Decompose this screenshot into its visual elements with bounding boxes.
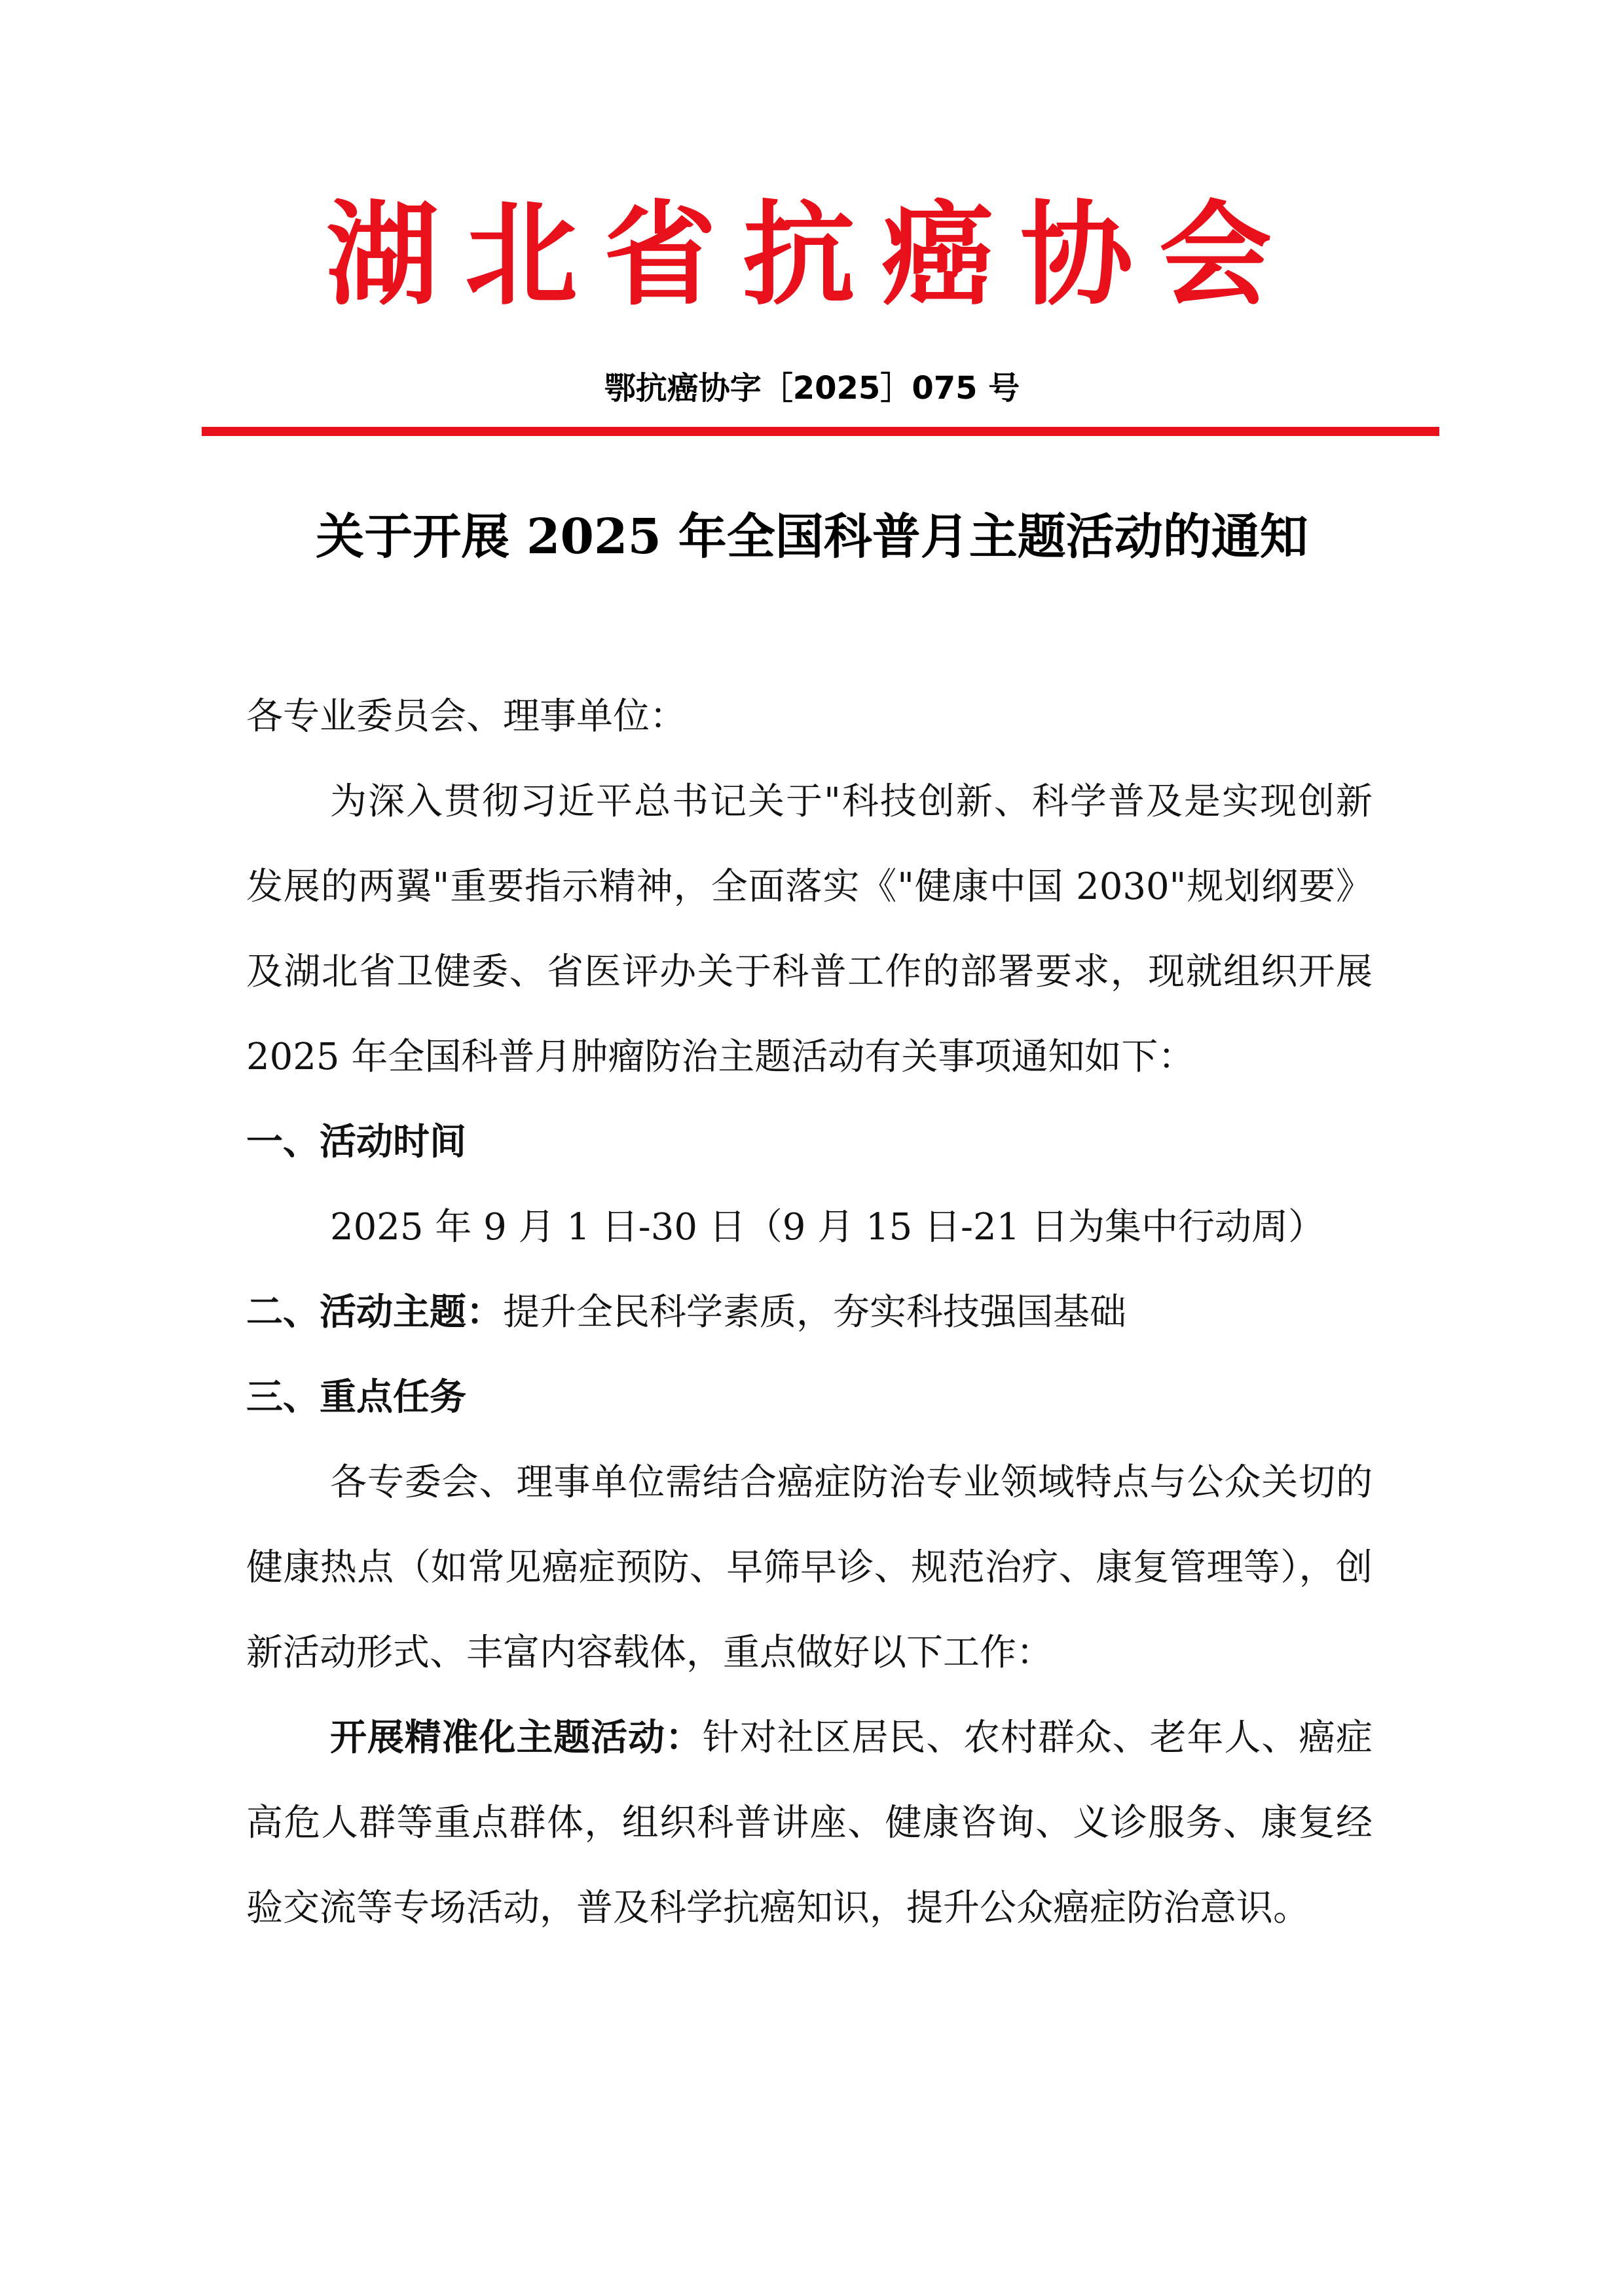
section-heading-theme: 二、活动主题： (246, 1291, 503, 1334)
tasks-paragraph: 各专委会、理事单位需结合癌症防治专业领域特点与公众关切的健康热点（如常见癌症预防、早筛早诊、规范治疗、康复管理等），创新活动形式、丰富内容载体，重点做好以下工作： (246, 1461, 1373, 1674)
document-body (246, 674, 1373, 1951)
task-item-1-content: 针对社区居民、农村群众、老年人、癌症高危人群等重点群体，组织科普讲座、健康咨询、义诊服务、康复经验交流等专场活动，普及科学抗癌知识，提升公众癌症防治意识。 (246, 1717, 1373, 1929)
activity-theme: 提升全民科学素质，夯实科技强国基础 (503, 1291, 1126, 1334)
red-divider (202, 427, 1439, 436)
theme-line (246, 1270, 1373, 1355)
organization-title: 湖北省抗癌协会 (326, 189, 1298, 321)
intro-paragraph: 为深入贯彻习近平总书记关于"科技创新、科学普及是实现创新发展的两翼"重要指示精神，全面落实《"健康中国 2030"规划纲要》及湖北省卫健委、省医评办关于科普工作的部署要求，现就组织开展 2025 年全国科普月肿瘤防治主题活动有关事项通知如下： (246, 780, 1373, 1078)
section-heading-tasks: 三、重点任务 (246, 1376, 466, 1419)
task-item-1-label: 开展精准化主题活动： (330, 1717, 703, 1759)
document-number: 鄂抗癌协字［2025］075 号 (604, 370, 1020, 407)
document-title: 关于开展 2025 年全国科普月主题活动的通知 (316, 509, 1308, 565)
salutation: 各专业委员会、理事单位： (246, 695, 686, 738)
activity-time: 2025 年 9 月 1 日-30 日（9 月 15 日-21 日为集中行动周） (330, 1206, 1325, 1248)
task-item-1 (246, 1696, 1373, 1951)
section-heading-time: 一、活动时间 (246, 1121, 466, 1163)
